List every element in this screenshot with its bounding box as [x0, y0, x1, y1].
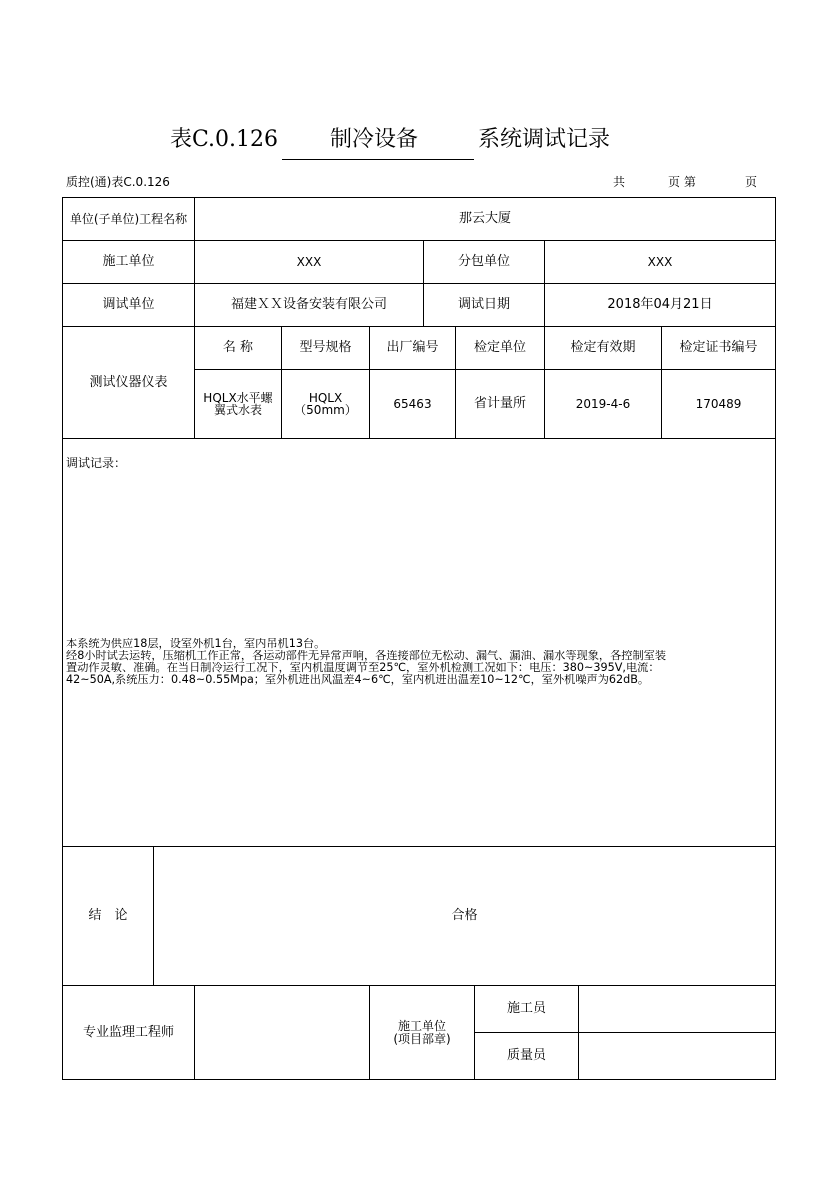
- instrument-model: HQLX（50mm）: [294, 391, 357, 417]
- project-name-label: 单位(子单位)工程名称: [69, 212, 188, 226]
- instrument-serial: 65463: [393, 397, 432, 411]
- record-line: 经8小时试去运转，压缩机工作正常，各运动部件无异常声响，各连接部位无松动、漏气、漏油、漏水等现象，各控制室装: [66, 650, 667, 662]
- record-line: 本系统为供应18层，设室外机1台，室内吊机13台。: [66, 638, 326, 650]
- supervisor-signature-field[interactable]: [195, 986, 369, 1079]
- debug-record-label: 调试记录：: [66, 456, 127, 470]
- construction-unit-label: 施工单位: [102, 254, 155, 269]
- worker-label: 施工员: [506, 1001, 546, 1016]
- debug-record-text: [66, 638, 772, 686]
- conclusion-label: 结 论: [88, 908, 128, 923]
- form-code: 质控(通)表C.0.126: [66, 175, 170, 189]
- page-end-label: 页: [745, 175, 758, 189]
- construction-unit-seal-label: 施工单位: [397, 1018, 446, 1033]
- page-total-label: 共: [613, 175, 626, 189]
- supervisor-label: 专业监理工程师: [82, 1024, 174, 1040]
- table-line: [62, 438, 776, 439]
- project-dept-seal-label: (项目部章): [393, 1031, 451, 1046]
- instruments-label: 测试仪器仪表: [89, 374, 168, 390]
- page-mid-label: 页 第: [668, 175, 696, 189]
- instrument-validity: 2019-4-6: [575, 397, 631, 411]
- debug-unit-label: 调试单位: [102, 297, 155, 312]
- subcontractor-value: XXX: [647, 255, 673, 269]
- instrument-header-verifier: 检定单位: [473, 340, 526, 355]
- debug-date-value: 2018年04月21日: [607, 297, 713, 312]
- construction-unit-value: XXX: [296, 255, 322, 269]
- instrument-name: HQLX水平螺翼式水表: [203, 391, 273, 417]
- instrument-header-certificate: 检定证书编号: [679, 340, 758, 355]
- quality-signature-field[interactable]: [579, 1033, 775, 1079]
- table-border-right: [775, 197, 776, 1080]
- worker-signature-field[interactable]: [579, 986, 775, 1032]
- table-border-bottom: [62, 1079, 776, 1080]
- construction-unit-seal: [370, 986, 474, 1079]
- conclusion-value: 合格: [451, 908, 478, 923]
- record-type-title: 系统调试记录: [478, 127, 611, 152]
- instrument-verifier: 省计量所: [473, 396, 526, 411]
- project-name-value: 那云大厦: [458, 211, 511, 226]
- record-line: 42~50A,系统压力：0.48~0.55Mpa；室外机进出风温差4~6℃，室内机进出温差10~12℃，室外机噪声为62dB。: [66, 674, 650, 686]
- instrument-header-name: 名 称: [222, 340, 254, 355]
- record-line: 置动作灵敏、准确。在当日制冷运行工况下，室内机温度调节至25℃，室外机检测工况如下：电压：380~395V,电流：: [66, 662, 660, 674]
- subcontractor-label: 分包单位: [457, 254, 510, 269]
- form-number-title: 表C.0.126: [170, 127, 279, 152]
- title-underline: [282, 159, 474, 160]
- instrument-header-model: 型号规格: [299, 340, 352, 355]
- quality-label: 质量员: [506, 1048, 546, 1063]
- instrument-header-validity: 检定有效期: [570, 340, 636, 355]
- debug-date-label: 调试日期: [457, 297, 510, 312]
- equipment-subject-title: 制冷设备: [330, 127, 419, 152]
- instrument-header-serial: 出厂编号: [386, 340, 439, 355]
- debug-unit-value: 福建ＸＸ设备安装有限公司: [230, 297, 387, 312]
- instrument-certificate: 170489: [695, 397, 742, 411]
